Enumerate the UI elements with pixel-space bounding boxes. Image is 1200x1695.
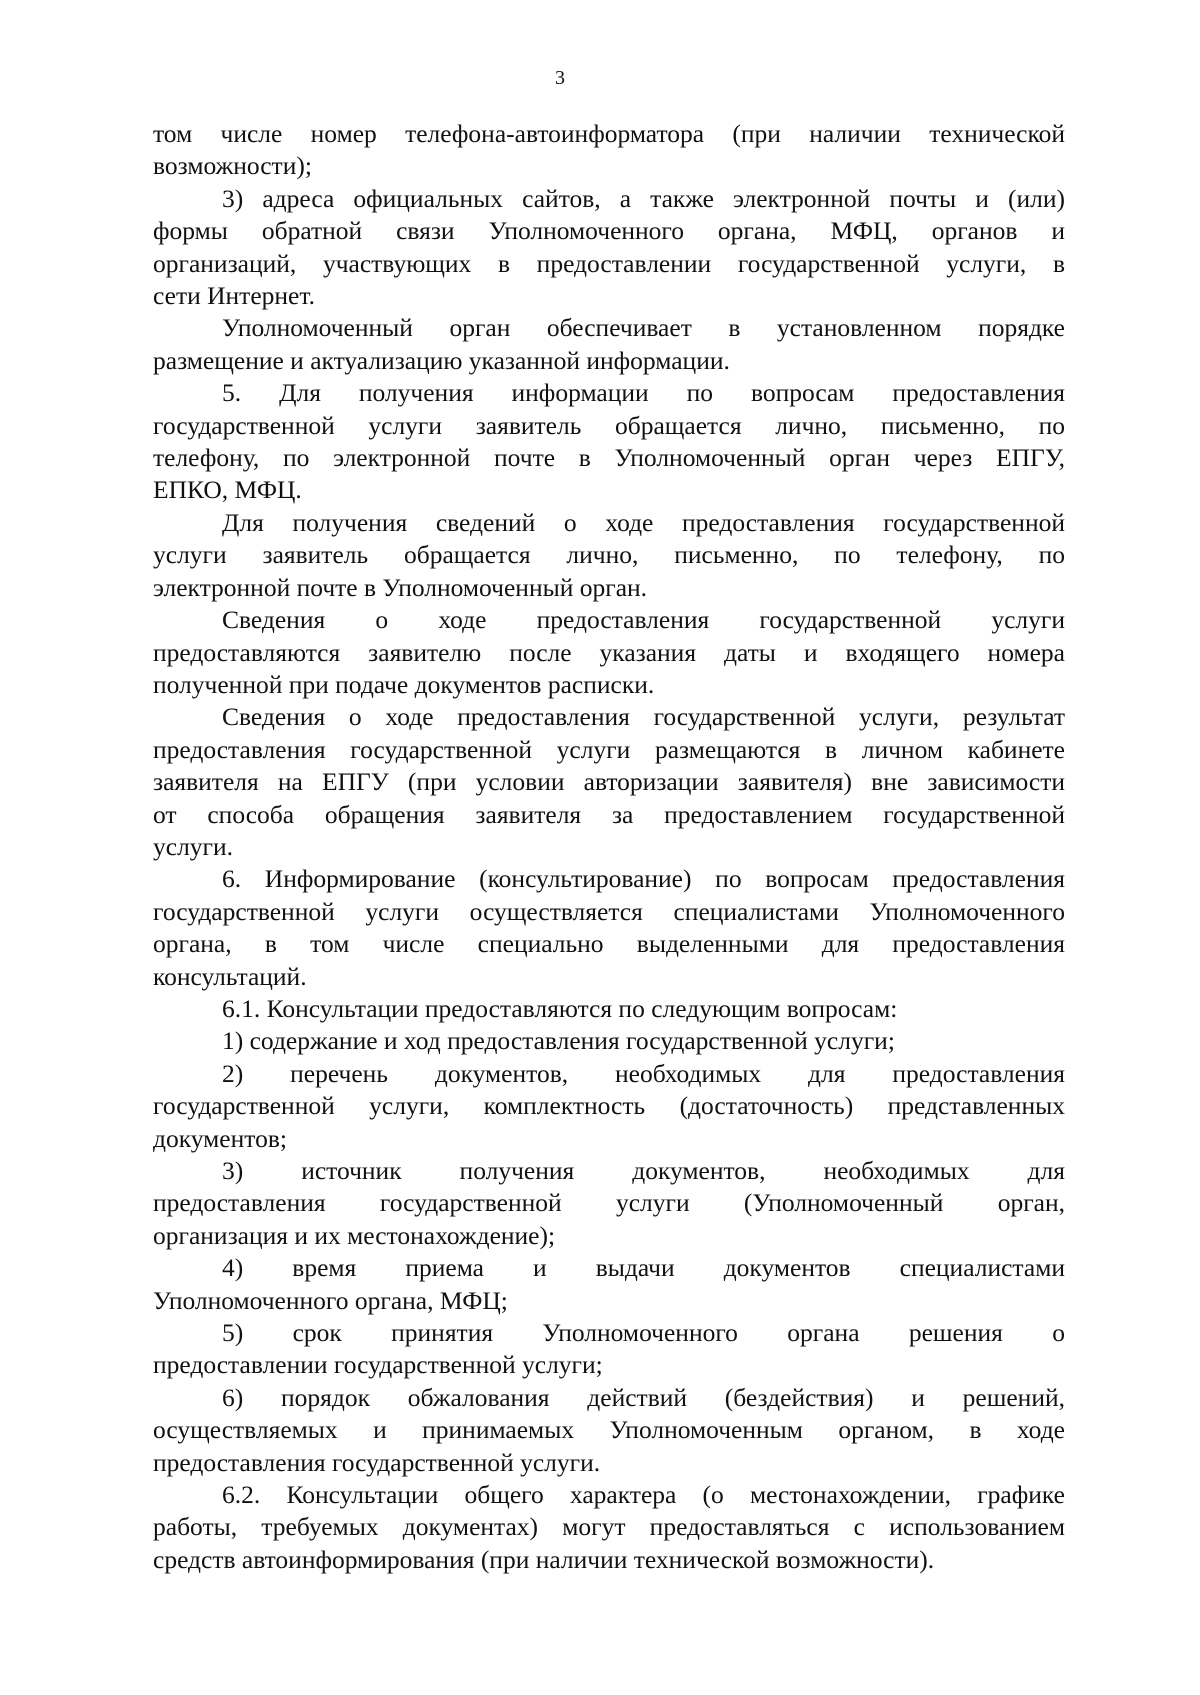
text-line: 1) содержание и ход предоставления государственной услуги; (222, 1026, 895, 1056)
text-line: государственной услуги, комплектность (достаточность) представленных (153, 1091, 1065, 1121)
text-line: Сведения о ходе предоставления государственной услуги (222, 605, 1065, 635)
text-line: 4) время приема и выдачи документов специалистами (222, 1253, 1065, 1283)
text-line: предоставляются заявителю после указания даты и входящего номера (153, 637, 1065, 667)
text-line: 5. Для получения информации по вопросам предоставления (222, 378, 1065, 408)
text-line: 3) адреса официальных сайтов, а также электронной почты и (или) (222, 183, 1065, 213)
text-line: 2) перечень документов, необходимых для предоставления (222, 1058, 1065, 1088)
text-line: Для получения сведений о ходе предоставления государственной (222, 507, 1065, 537)
text-line: консультаций. (153, 961, 307, 991)
document-body (153, 118, 1065, 1576)
text-line: возможности); (153, 151, 312, 181)
text-line: предоставления государственной услуги размещаются в личном кабинете (153, 734, 1065, 764)
text-line: 5) срок принятия Уполномоченного органа решения о (222, 1318, 1065, 1348)
text-line: сети Интернет. (153, 281, 315, 311)
text-line: формы обратной связи Уполномоченного органа, МФЦ, органов и (153, 216, 1065, 246)
text-line: заявителя на ЕПГУ (при условии авторизации заявителя) вне зависимости (153, 767, 1065, 797)
text-line: электронной почте в Уполномоченный орган. (153, 572, 648, 602)
text-line: органа, в том числе специально выделенными для предоставления (153, 929, 1065, 959)
text-line: 3) источник получения документов, необходимых для (222, 1156, 1065, 1185)
text-line: предоставления государственной услуги. (153, 1447, 601, 1477)
text-line: телефону, по электронной почте в Уполномоченный орган через ЕПГУ, (153, 443, 1065, 473)
text-line: ЕПКО, МФЦ. (153, 475, 302, 505)
text-line: государственной услуги осуществляется специалистами Уполномоченного (153, 896, 1065, 926)
text-line: Сведения о ходе предоставления государственной услуги, результат (222, 702, 1065, 732)
text-line: предоставлении государственной услуги; (153, 1350, 603, 1380)
text-line: полученной при подаче документов расписки. (153, 669, 655, 699)
text-line: услуги заявитель обращается лично, письменно, по телефону, по (153, 540, 1065, 570)
page-number: 3 (555, 67, 565, 89)
text-line: 6.1. Консультации предоставляются по следующим вопросам: (222, 993, 898, 1023)
text-line: работы, требуемых документах) могут предоставляться с использованием (153, 1512, 1065, 1542)
text-line: государственной услуги заявитель обращается лично, письменно, по (153, 410, 1065, 440)
text-line: предоставления государственной услуги (Уполномоченный орган, (153, 1188, 1065, 1218)
text-line: размещение и актуализацию указанной информации. (153, 345, 730, 375)
text-line: Уполномоченного органа, МФЦ; (153, 1285, 508, 1315)
text-line: 6. Информирование (консультирование) по вопросам предоставления (222, 864, 1065, 894)
text-line: том числе номер телефона-автоинформатора (при наличии технической (153, 119, 1065, 148)
text-line: 6.2. Консультации общего характера (о местонахождении, графике (222, 1480, 1065, 1510)
text-line: услуги. (153, 831, 234, 861)
text-line: осуществляемых и принимаемых Уполномоченным органом, в ходе (153, 1415, 1065, 1445)
text-line: от способа обращения заявителя за предоставлением государственной (153, 799, 1065, 829)
text-line: 6) порядок обжалования действий (бездействия) и решений, (222, 1382, 1065, 1412)
text-line: Уполномоченный орган обеспечивает в установленном порядке (222, 313, 1065, 343)
text-line: организация и их местонахождение); (153, 1220, 556, 1250)
text-line: организаций, участвующих в предоставлении государственной услуги, в (153, 248, 1065, 278)
text-line: документов; (153, 1123, 287, 1153)
text-line: средств автоинформирования (при наличии технической возможности). (153, 1544, 935, 1574)
